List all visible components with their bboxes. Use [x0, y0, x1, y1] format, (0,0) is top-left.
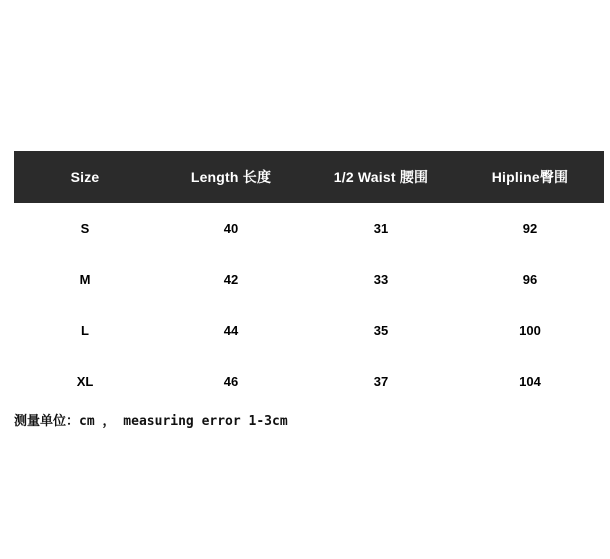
cell-hipline: 104	[456, 356, 604, 407]
table-body	[14, 203, 604, 407]
table-row	[14, 203, 604, 254]
table-header-row	[14, 151, 604, 203]
cell-length: 42	[156, 254, 306, 305]
cell-hipline: 100	[456, 305, 604, 356]
cell-size: M	[14, 254, 156, 305]
table-row	[14, 254, 604, 305]
cell-waist: 35	[306, 305, 456, 356]
cell-waist: 33	[306, 254, 456, 305]
cell-size: S	[14, 203, 156, 254]
column-header-length: Length 长度	[156, 151, 306, 203]
cell-length: 46	[156, 356, 306, 407]
cell-waist: 31	[306, 203, 456, 254]
cell-size: L	[14, 305, 156, 356]
table-row	[14, 305, 604, 356]
size-chart	[14, 151, 596, 407]
cell-hipline: 96	[456, 254, 604, 305]
cell-waist: 37	[306, 356, 456, 407]
cell-size: XL	[14, 356, 156, 407]
measurement-note: 测量单位：cm ， measuring error 1-3cm	[14, 414, 288, 429]
cell-length: 40	[156, 203, 306, 254]
column-header-hipline: Hipline臀围	[456, 151, 604, 203]
cell-length: 44	[156, 305, 306, 356]
table-header	[14, 151, 604, 203]
column-header-waist: 1/2 Waist 腰围	[306, 151, 456, 203]
table-row	[14, 356, 604, 407]
cell-hipline: 92	[456, 203, 604, 254]
column-header-size: Size	[14, 151, 156, 203]
size-table	[14, 151, 604, 407]
